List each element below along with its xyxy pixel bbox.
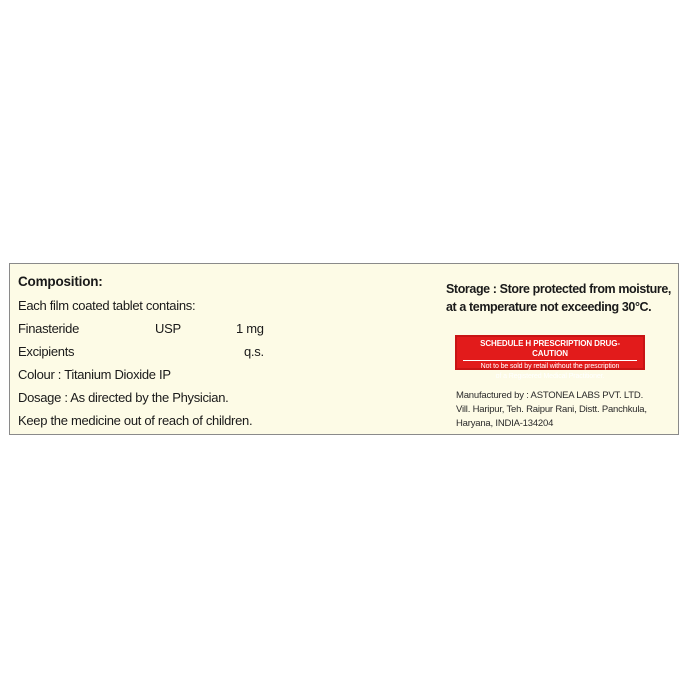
medicine-label-panel bbox=[9, 263, 679, 435]
children-warning: Keep the medicine out of reach of children. bbox=[18, 413, 253, 428]
ingredient-name: Excipients bbox=[18, 344, 75, 359]
caution-line-2: of a Registered Medical Practitioner. bbox=[495, 373, 605, 380]
ingredient-amount: 1 mg bbox=[236, 321, 264, 336]
caution-line-1: Not to be sold by retail without the prescription bbox=[480, 363, 620, 370]
storage-line-2: at a temperature not exceeding 30°C. bbox=[446, 300, 652, 314]
dosage-line: Dosage : As directed by the Physician. bbox=[18, 390, 229, 405]
composition-heading: Composition: bbox=[18, 274, 103, 289]
manufacturer-line-3: Haryana, INDIA-134204 bbox=[456, 418, 554, 429]
ingredient-name: Finasteride bbox=[18, 321, 80, 336]
caution-title: SCHEDULE H PRESCRIPTION DRUG-CAUTION bbox=[463, 339, 637, 361]
manufacturer-line-2: Vill. Haripur, Teh. Raipur Rani, Distt. Panchkula, bbox=[456, 404, 647, 415]
composition-section bbox=[18, 272, 418, 432]
ingredient-amount: q.s. bbox=[244, 344, 264, 359]
schedule-h-caution-box bbox=[455, 335, 645, 380]
ingredient-standard: USP bbox=[155, 321, 181, 336]
ingredient-row-excipients bbox=[18, 340, 418, 363]
composition-intro: Each film coated tablet contains: bbox=[18, 298, 196, 313]
ingredient-row-finasteride bbox=[18, 317, 418, 340]
storage-line-1: Storage : Store protected from moisture, bbox=[446, 282, 672, 296]
storage-instructions bbox=[446, 280, 676, 316]
manufacturer-info bbox=[456, 389, 678, 431]
manufacturer-line-1: Manufactured by : ASTONEA LABS PVT. LTD. bbox=[456, 390, 644, 401]
colour-line: Colour : Titanium Dioxide IP bbox=[18, 367, 171, 382]
